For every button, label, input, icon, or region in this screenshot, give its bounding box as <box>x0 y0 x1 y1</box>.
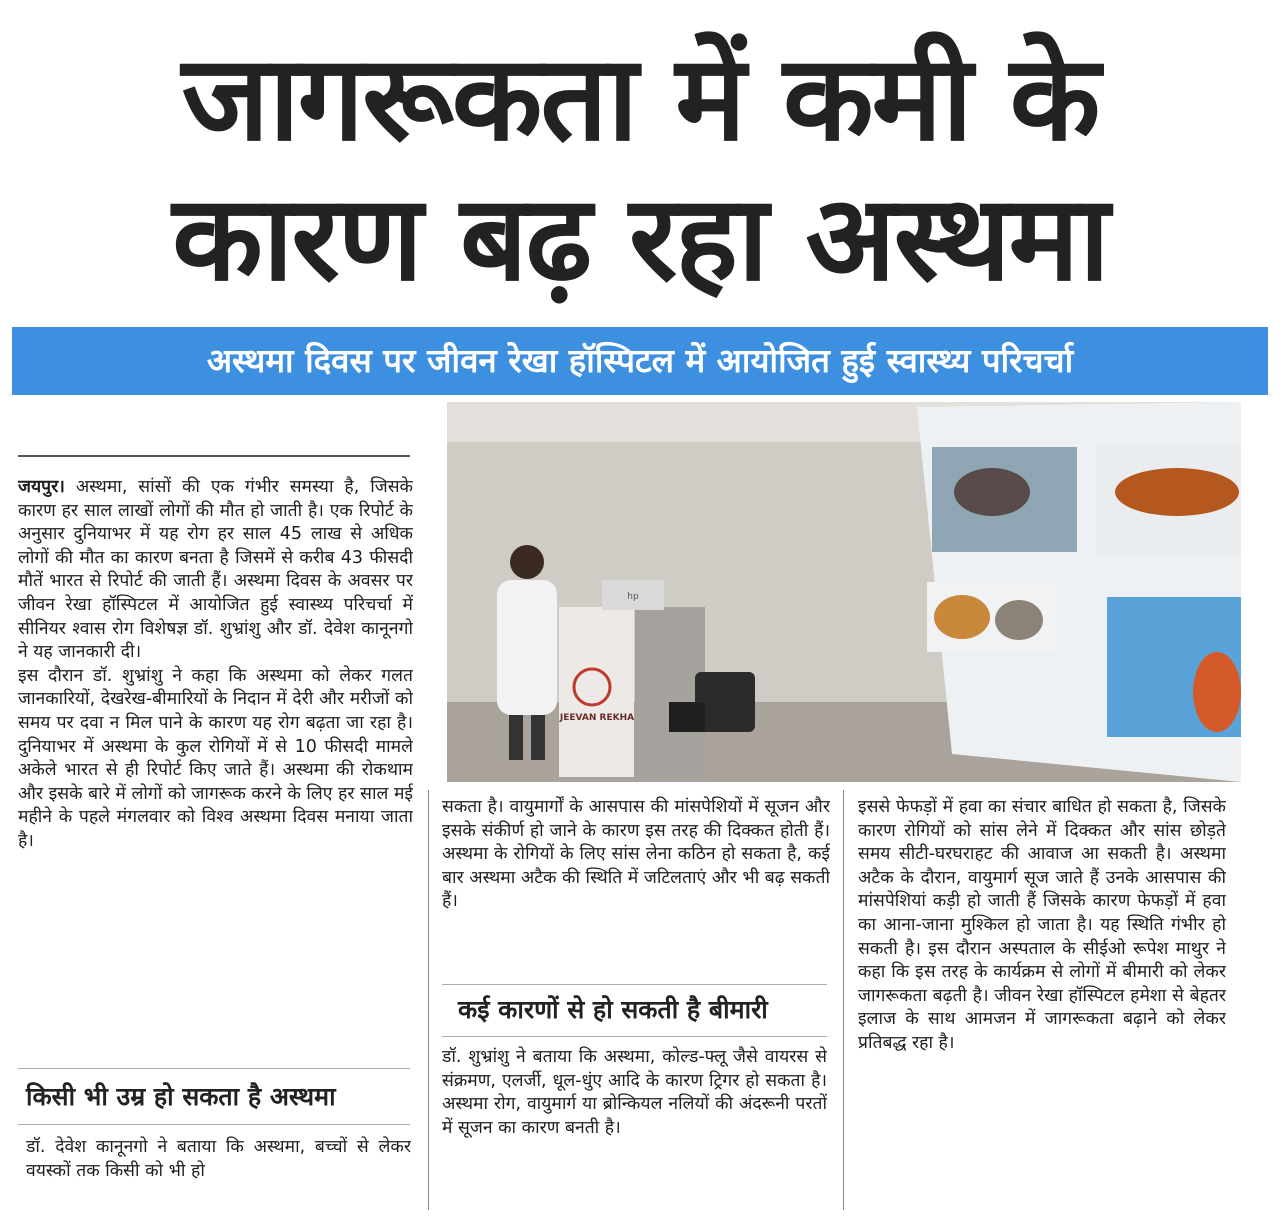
podium-logo-text: JEEVAN REKHA <box>559 713 635 723</box>
column-2-bottom-text <box>442 1046 827 1211</box>
dog-shape <box>934 595 990 639</box>
bag <box>669 702 705 732</box>
cat-shape <box>995 600 1043 640</box>
speaker-head <box>510 545 544 579</box>
podium-side <box>635 607 705 777</box>
column1-paragraph-3: डॉ. देवेश कानूनगो ने बताया कि अस्थमा, बच्चों से लेकर वयस्कों तक किसी को भी हो <box>26 1137 411 1181</box>
column1-paragraph-2: इस दौरान डॉ. शुभ्रांशु ने कहा कि अस्थमा को लेकर गलत जानकारियों, देखरेख-बीमारियों के निदान में देरी और मरीजों को समय पर दवा न मिल पाने के कारण यह रोग बढ़ता जा रहा है। दुनियाभर में अस्थमा के कुल रोगियों में से 10 फीसदी मामले अकेले भारत से ही रिपोर्ट किए जाते हैं। अस्थमा की रोकथाम और इसके बारे में लोगों को जागरूक करने के लिए हर साल मई महीने के पहले मंगलवार को विश्व अस्थमा दिवस मनाया जाता है। <box>18 665 413 851</box>
runner-shape <box>1193 652 1241 732</box>
podium <box>559 607 634 777</box>
section-title-many-causes: कई कारणों से हो सकती है बीमारी <box>458 995 768 1024</box>
column2-paragraph-1: सकता है। वायुमार्गों के आसपास की मांसपेशियों में सूजन और इसके संकीर्ण हो जाने के कारण इस तरह की दिक्कत होती हैं। अस्थमा के रोगियों के लिए सांस लेना कठिन हो सकता है, कई बार अस्थमा अटैक की स्थिति में जटिलताएं और भी बढ़ सकती हैं। <box>442 797 830 912</box>
column-2-text <box>442 796 830 978</box>
speaker-coat <box>497 580 557 715</box>
section1-bottom-rule <box>18 1124 410 1125</box>
section-title-any-age: किसी भी उम्र हो सकता है अस्थमा <box>26 1082 336 1111</box>
headline-line-1: जागरूकता में कमी के <box>181 29 1099 167</box>
divider-col1-col2 <box>428 790 429 1210</box>
event-photo-illustration <box>447 402 1241 782</box>
column1-paragraph-1 <box>18 476 413 665</box>
column1-top-rule <box>18 455 410 457</box>
speaker-leg-left <box>509 715 523 760</box>
cockroach-shape <box>1115 468 1239 516</box>
column3-paragraph-1: इससे फेफड़ों में हवा का संचार बाधित हो सकता है, जिसके कारण रोगियों को सांस लेने में दिक्कत और सांस छोड़ते समय सीटी-घरघराहट की आवाज आ सकती है। अस्थमा अटैक के दौरान, वायुमार्ग सूज जाते हैं उनके आसपास की मांसपेशियां कड़ी हो जाती हैं जिसके कारण फेफड़ों में हवा का आना-जाना मुश्किल हो जाता है। यह स्थिति गंभीर हो सकती है। इस दौरान अस्पताल के सीईओ रूपेश माथुर ने कहा कि इस तरह के कार्यक्रम से लोगों में बीमारी को लेकर जागरूकता बढ़ती है। जीवन रेखा हॉस्पिटल हमेशा से बेहतर इलाज के साथ आमजन में जागरूकता बढ़ाने को लेकर प्रतिबद्ध रहा है। <box>858 797 1226 1053</box>
divider-col2-col3 <box>843 790 844 1210</box>
section1-top-rule <box>18 1068 410 1069</box>
mite-shape <box>954 468 1030 516</box>
section2-bottom-rule <box>442 1036 827 1037</box>
laptop-brand: hp <box>627 592 639 602</box>
section2-top-rule <box>442 984 827 985</box>
event-photo <box>447 402 1241 782</box>
column-1-bottom-text <box>26 1136 411 1208</box>
column-1-text <box>18 476 413 1061</box>
dateline: जयपुर। <box>18 477 65 497</box>
subheadline-band: अस्थमा दिवस पर जीवन रेखा हॉस्पिटल में आयोजित हुई स्वास्थ्य परिचर्चा <box>12 327 1268 395</box>
column-3-text <box>858 796 1226 1214</box>
speaker-leg-right <box>531 715 545 760</box>
headline-line-2: कारण बढ़ रहा अस्थमा <box>172 169 1108 307</box>
column1-para1-text: अस्थमा, सांसों की एक गंभीर समस्या है, जिसके कारण हर साल लाखों लोगों की मौत हो जाती है। एक रिपोर्ट के अनुसार दुनियाभर में यह रोग हर साल 45 लाख से अधिक लोगों की मौत का कारण बनता है जिसमें से करीब 43 फीसदी मौतें भारत से रिपोर्ट की जाती हैं। अस्थमा दिवस के अवसर पर जीवन रेखा हॉस्पिटल में आयोजित हुई स्वास्थ्य परिचर्चा में सीनियर श्वास रोग विशेषज्ञ डॉ. शुभ्रांशु और डॉ. देवेश कानूनगो ने यह जानकारी दी। <box>18 477 413 663</box>
column2-paragraph-2: डॉ. शुभ्रांशु ने बताया कि अस्थमा, कोल्ड-फ्लू जैसे वायरस से संक्रमण, एलर्जी, धूल-धुंए आदि के कारण ट्रिगर हो सकता है। अस्थमा रोग, वायुमार्ग या ब्रोन्कियल नलियों की अंदरूनी परतों में सूजन का कारण बनती है। <box>442 1047 827 1138</box>
